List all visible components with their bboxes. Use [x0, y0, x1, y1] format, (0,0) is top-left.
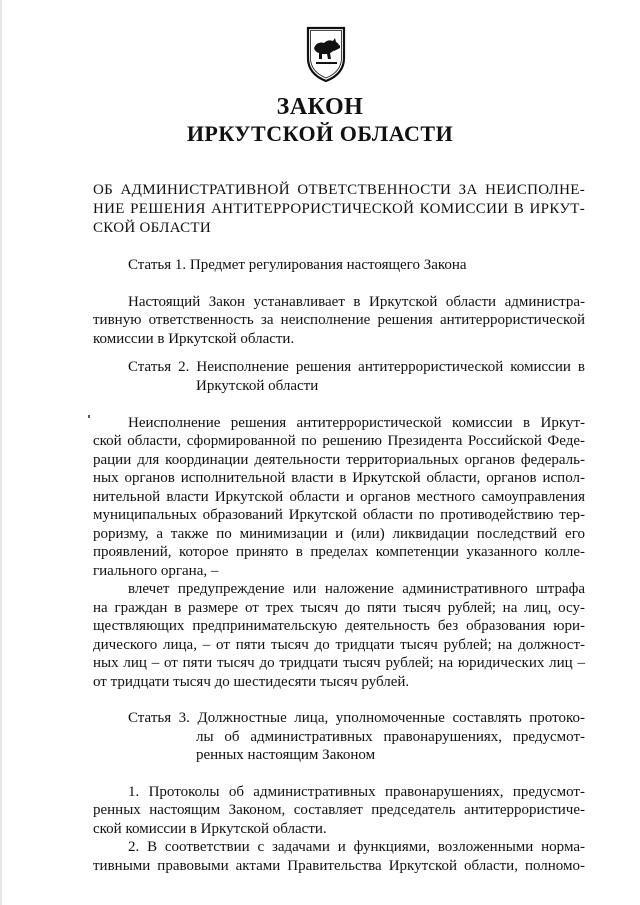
- article-3-text-line: ской комиссии в Иркутской области.: [93, 821, 327, 837]
- article-3-text-line: тивными правовыми актами Правительства Иркутской области, полномо-: [93, 858, 585, 874]
- article-3-title-line: лы об административных правонарушениях, предусмот-: [196, 729, 585, 745]
- article-2-text-line: гиального органа, –: [93, 563, 219, 579]
- article-2-text-line: влечет предупреждение или наложение административного штрафа: [128, 581, 585, 597]
- article-3-text-line: 2. В соответствии с задачами и функциями, возложенными норма-: [128, 839, 585, 855]
- article-2-text-line: дического лица, – от пяти тысяч до тридцати тысяч рублей; на должност-: [93, 637, 585, 653]
- region-title: ИРКУТСКОЙ ОБЛАСТИ: [186, 121, 454, 146]
- margin-mark: [88, 415, 90, 418]
- coat-of-arms-icon: [304, 24, 348, 84]
- article-1-text-line: Настоящий Закон устанавливает в Иркутской области администра-: [128, 294, 585, 310]
- article-3-title-line: Статья 3. Должностные лица, уполномоченные составлять протоко-: [128, 710, 585, 726]
- article-1-text-line: тивную ответственность за неисполнение решения антитеррористической: [93, 312, 585, 328]
- article-1-title: Статья 1. Предмет регулирования настоящего Закона: [128, 257, 467, 273]
- article-2-text-line: ской области, сформированной по решению Президента Российской Феде-: [93, 433, 585, 449]
- law-title: ЗАКОН: [276, 94, 364, 120]
- law-heading-line: ОБ АДМИНИСТРАТИВНОЙ ОТВЕТСТВЕННОСТИ ЗА НЕИСПОЛНЕ-: [93, 182, 585, 198]
- article-2-text-line: проявлений, которое принято в пределах компетенции указанного колле-: [93, 544, 585, 560]
- article-2-text-line: ных лиц – от пяти тысяч до тридцати тысяч рублей; на юридических лиц –: [93, 655, 585, 671]
- article-3-text-line: 1. Протоколы об административных правонарушениях, предусмот-: [128, 784, 585, 800]
- law-heading-line: СКОЙ ОБЛАСТИ: [93, 220, 211, 236]
- article-2-text-line: от тридцати тысяч до шестидесяти тысяч рублей.: [93, 674, 410, 690]
- article-2-text-line: ных органов исполнительной власти в Иркутской области, органов испол-: [93, 470, 585, 486]
- law-heading-line: НИЕ РЕШЕНИЯ АНТИТЕРРОРИСТИЧЕСКОЙ КОМИССИИ В ИРКУТ-: [93, 201, 585, 217]
- article-2-text-line: ществляющих предпринимательскую деятельность без образования юри-: [93, 618, 585, 634]
- article-2-text-line: рации для координации деятельности территориальных органов федераль-: [93, 452, 585, 468]
- article-2-text-line: на граждан в размере от трех тысяч до пяти тысяч рублей; на лиц, осу-: [93, 600, 585, 616]
- article-3-text-line: ренных настоящим Законом, составляет председатель антитеррористиче-: [93, 802, 585, 818]
- article-2-text-line: Неисполнение решения антитеррористической комиссии в Иркут-: [128, 415, 585, 431]
- article-2-text-line: муниципальных образований Иркутской области по противодействию тер-: [93, 507, 585, 523]
- article-3-title-line: ренных настоящим Законом: [196, 747, 376, 763]
- article-2-text-line: нительной власти Иркутской области и органов местного самоуправления: [93, 489, 585, 505]
- article-1-text-line: комиссии в Иркутской области.: [93, 331, 295, 347]
- article-2-title-line: Иркутской области: [196, 378, 319, 394]
- article-2-title-line: Статья 2. Неисполнение решения антитеррористической комиссии в: [128, 359, 585, 375]
- article-2-text-line: роризму, а также по минимизации и (или) ликвидации последствий его: [93, 526, 585, 542]
